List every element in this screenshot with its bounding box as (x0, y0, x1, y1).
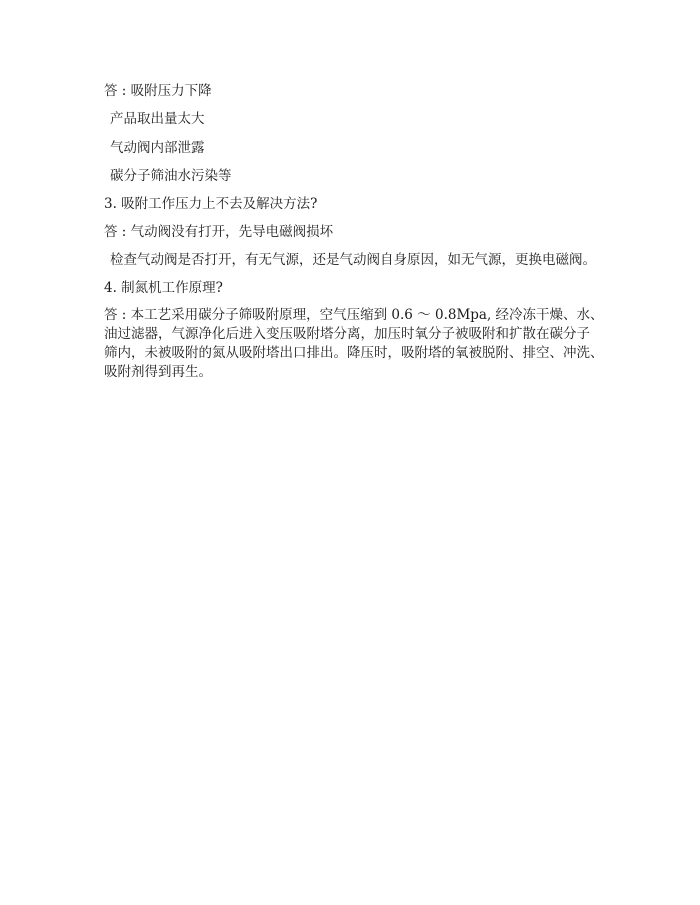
answer-4-line-3: 筛内，未被吸附的氮从吸附塔出口排出。降压时，吸附塔的氧被脱附、排空、冲洗、 (104, 345, 604, 361)
cause-sieve-contamination: 碳分子筛油水污染等 (110, 168, 232, 184)
question-3-heading: 3. 吸附工作压力上不去及解决方法? (104, 196, 318, 212)
answer-4-paragraph (104, 306, 624, 382)
answer-3-check-line: 检查气动阀是否打开，有无气源，还是气动阀自身原因，如无气源，更换电磁阀。 (110, 252, 596, 268)
answer-line-pressure-drop: 答 : 吸附压力下降 (104, 83, 212, 99)
answer-4-line-1: 答 : 本工艺采用碳分子筛吸附原理，空气压缩到 0.6 ～ 0.8Mpa, 经冷冻干燥、水、 (104, 307, 604, 323)
answer-3-line: 答 : 气动阀没有打开，先导电磁阀损坏 (104, 224, 334, 240)
question-4-heading: 4. 制氮机工作原理? (104, 280, 223, 296)
cause-valve-leak: 气动阀内部泄露 (110, 140, 205, 156)
answer-4-line-2: 油过滤器，气源净化后进入变压吸附塔分离，加压时氧分子被吸附和扩散在碳分子 (104, 326, 590, 342)
cause-product-output: 产品取出量太大 (110, 111, 205, 127)
answer-4-line-4: 吸附剂得到再生。 (104, 364, 212, 380)
